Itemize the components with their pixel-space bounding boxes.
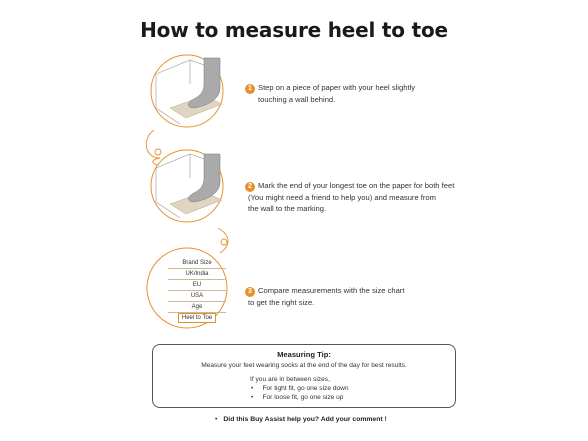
size-chart-row: Brand Size xyxy=(168,258,226,269)
size-chart-row: USA xyxy=(168,291,226,302)
size-chart-row: EU xyxy=(168,280,226,291)
step-number: 1 xyxy=(245,84,255,94)
page-title: How to measure heel to toe xyxy=(140,18,448,42)
step-3: 3 Compare measurements with the size chart to get the right size. xyxy=(245,285,404,308)
tip-text: Measure your feet wearing socks at the end of the day for best results. xyxy=(201,362,407,369)
step1-illustration xyxy=(151,55,223,127)
step-1: 1 Step on a piece of paper with your heel slightly touching a wall behind. xyxy=(245,82,415,105)
step-2: 2 Mark the end of your longest toe on the paper for both feet (You might need a friend to help you) and measure from the wall to the marking. xyxy=(245,180,454,214)
step-number: 2 xyxy=(245,182,255,192)
size-chart xyxy=(168,258,226,323)
size-chart-row: UK/India xyxy=(168,269,226,280)
size-chart-row-highlight: Heel to Toe xyxy=(168,313,226,323)
tip-bullet: • For tight fit, go one size down xyxy=(251,385,349,392)
tip-subtext: If you are in between sizes, xyxy=(250,376,330,383)
step-number: 3 xyxy=(245,287,255,297)
step2-illustration xyxy=(151,150,223,222)
tip-bullet: • For loose fit, go one size up xyxy=(251,394,344,401)
measuring-tip-box xyxy=(152,344,456,408)
feedback-prompt[interactable]: • Did this Buy Assist help you? Add your comment ! xyxy=(215,416,387,423)
size-chart-row: Age xyxy=(168,302,226,313)
tip-title: Measuring Tip: xyxy=(277,350,331,359)
